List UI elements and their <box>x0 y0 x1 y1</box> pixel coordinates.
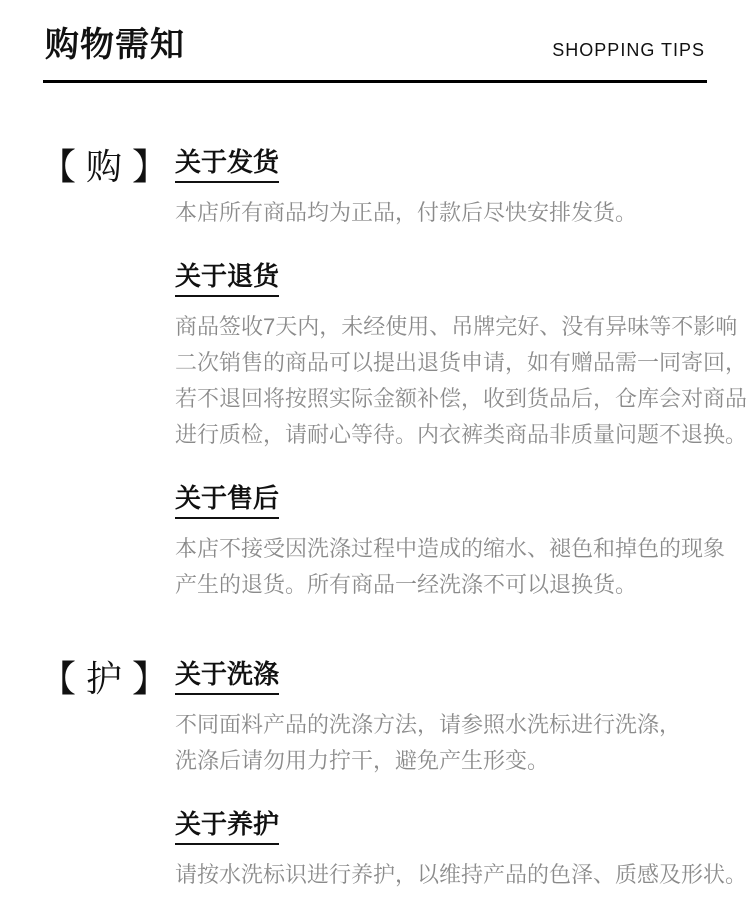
block-aftersales <box>175 483 726 603</box>
text-line: 商品签收7天内，未经使用、吊牌完好、没有异味等不影响 <box>175 314 738 339</box>
block-aftersales-heading: 关于售后 <box>175 485 279 519</box>
text-line: 本店所有商品均为正品，付款后尽快安排发货。 <box>175 200 638 225</box>
text-line: 若不退回将按照实际金额补偿，收到货品后，仓库会对商品 <box>175 386 748 411</box>
block-returns <box>175 261 748 453</box>
block-washing-body <box>175 707 710 779</box>
block-returns-body <box>175 309 748 453</box>
page-title: 购物需知 <box>45 26 185 64</box>
block-maintenance-body <box>175 857 748 893</box>
text-line: 本店不接受因洗涤过程中造成的缩水、褪色和掉色的现象 <box>175 536 726 561</box>
section-care-content <box>175 659 748 893</box>
block-washing <box>175 661 710 779</box>
text-line: 二次销售的商品可以提出退货申请，如有赠品需一同寄回， <box>175 350 748 375</box>
text-line: 请按水洗标识进行养护，以维持产品的色泽、质感及形状。 <box>175 862 748 887</box>
section-purchase-content <box>175 147 748 603</box>
page-header <box>45 28 705 62</box>
section-purchase <box>0 146 750 603</box>
block-returns-heading: 关于退货 <box>175 263 279 297</box>
header-divider <box>43 80 707 83</box>
text-line: 不同面料产品的洗涤方法，请参照水洗标进行洗涤， <box>175 712 682 737</box>
section-care <box>0 658 750 893</box>
page-subtitle: SHOPPING TIPS <box>552 40 705 60</box>
section-purchase-bracket-label: 【 购 】 <box>40 146 169 187</box>
shopping-tips-page <box>0 28 750 913</box>
block-maintenance-heading: 关于养护 <box>175 811 279 845</box>
block-aftersales-body <box>175 531 726 603</box>
text-line: 进行质检，请耐心等待。内衣裤类商品非质量问题不退换。 <box>175 422 748 447</box>
block-maintenance <box>175 809 748 893</box>
block-shipping <box>175 149 710 231</box>
section-care-bracket-label: 【 护 】 <box>40 658 169 699</box>
block-shipping-heading: 关于发货 <box>175 149 279 183</box>
block-washing-heading: 关于洗涤 <box>175 661 279 695</box>
text-line: 产生的退货。所有商品一经洗涤不可以退换货。 <box>175 572 638 597</box>
text-line: 洗涤后请勿用力拧干，避免产生形变。 <box>175 748 550 773</box>
block-shipping-body <box>175 195 710 231</box>
